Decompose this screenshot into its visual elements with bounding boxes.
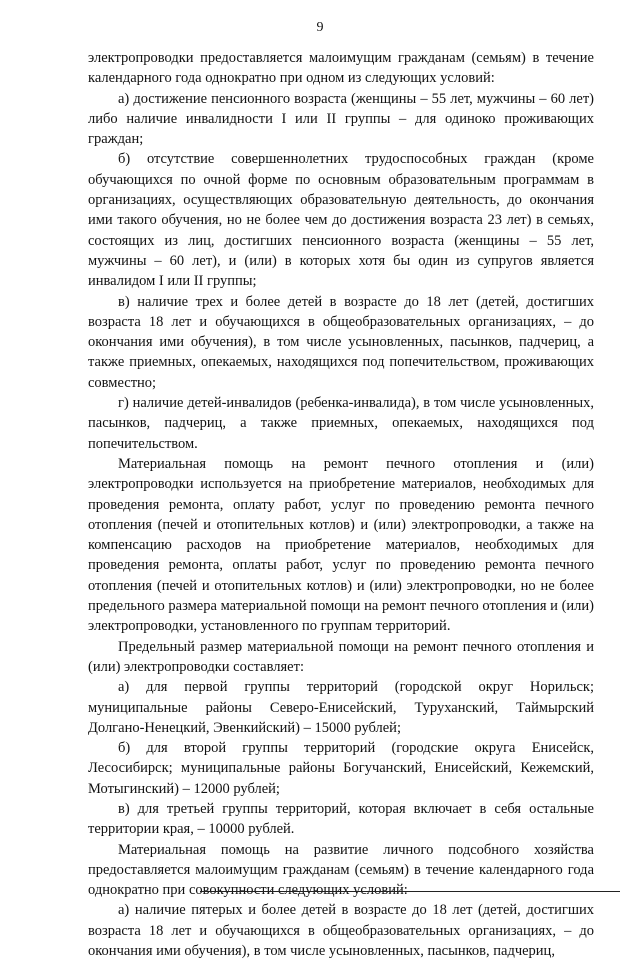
page-number: 9: [316, 20, 324, 35]
paragraph-continuation: электропроводки предоставляется малоимущим гражданам (семьям) в течение календарного года однократно при одном из следующих условий:: [88, 50, 594, 87]
paragraph-usage: Материальная помощь на ремонт печного отопления и (или) электропроводки используется на приобретение материалов, необходимых для проведения ремонта, оплату работ, услуг по проведению ремонта печного отопления (печей и отопительных котлов) и (или) электропроводки, а также на компенсацию расходов на приобретение материалов, необходимых для проведения ремонта, оплаты работ, услуг по проведению ремонта печного отопления (печей и отопительных котлов) и (или) электропроводки, но не более предельного размера материальной помощи на ремонт печного отопления и (или) электропроводки, установленного по группам территорий.: [88, 455, 594, 635]
condition-b: б) отсутствие совершеннолетних трудоспособных граждан (кроме обучающихся по очной форме по основным образовательным программам в организациях, осуществляющих образовательную деятельность, до окончания ими такого обучения, но не более чем до достижения возраста 23 лет) в семьях, состоящих из лиц, достигших пенсионного возраста (женщины – 55 лет, мужчины – 60 лет), и (или) в которых хотя бы один из супругов является инвалидом I или II группы;: [88, 151, 594, 290]
page-bottom-divider: [200, 891, 620, 892]
limit-group-2: б) для второй группы территорий (городские округа Енисейск, Лесосибирск; муниципальные районы Богучанский, Енисейский, Кежемский, Мотыгинский) – 12000 рублей;: [88, 740, 594, 797]
condition-v: в) наличие трех и более детей в возрасте до 18 лет (детей, достигших возраста 18 лет и обучающихся в общеобразовательных организациях, – до окончания ими обучения), в том числе усыновленных, пасынков, падчериц, а также приемных, опекаемых, находящихся под попечительством, проживающих совместно;: [88, 293, 594, 391]
limit-group-3: в) для третьей группы территорий, которая включает в себя остальные территории края, – 10000 рублей.: [88, 800, 594, 838]
paragraph-farm-intro: Материальная помощь на развитие личного подсобного хозяйства предоставляется малоимущим гражданам (семьям) в течение календарного года однократно при совокупности следующих условий:: [88, 841, 594, 899]
document-body: [88, 48, 594, 961]
paragraph-limit-intro: Предельный размер материальной помощи на ремонт печного отопления и (или) электропроводки составляет:: [88, 638, 594, 675]
condition-g: г) наличие детей-инвалидов (ребенка-инвалида), в том числе усыновленных, пасынков, падчериц, а также приемных, опекаемых, находящихся под попечительством.: [88, 395, 594, 452]
limit-group-1: а) для первой группы территорий (городской округ Норильск; муниципальные районы Северо-Енисейский, Туруханский, Таймырский Долгано-Ненецкий, Эвенкийский) – 15000 рублей;: [88, 679, 594, 736]
condition-a: а) достижение пенсионного возраста (женщины – 55 лет, мужчины – 60 лет) либо наличие инвалидности I или II группы – для одиноко проживающих граждан;: [88, 90, 594, 148]
farm-condition-a: а) наличие пятерых и более детей в возрасте до 18 лет (детей, достигших возраста 18 лет и обучающихся в общеобразовательных организациях, – до окончания ими обучения), в том числе усыновленных, пасынков, падчериц,: [88, 902, 594, 960]
